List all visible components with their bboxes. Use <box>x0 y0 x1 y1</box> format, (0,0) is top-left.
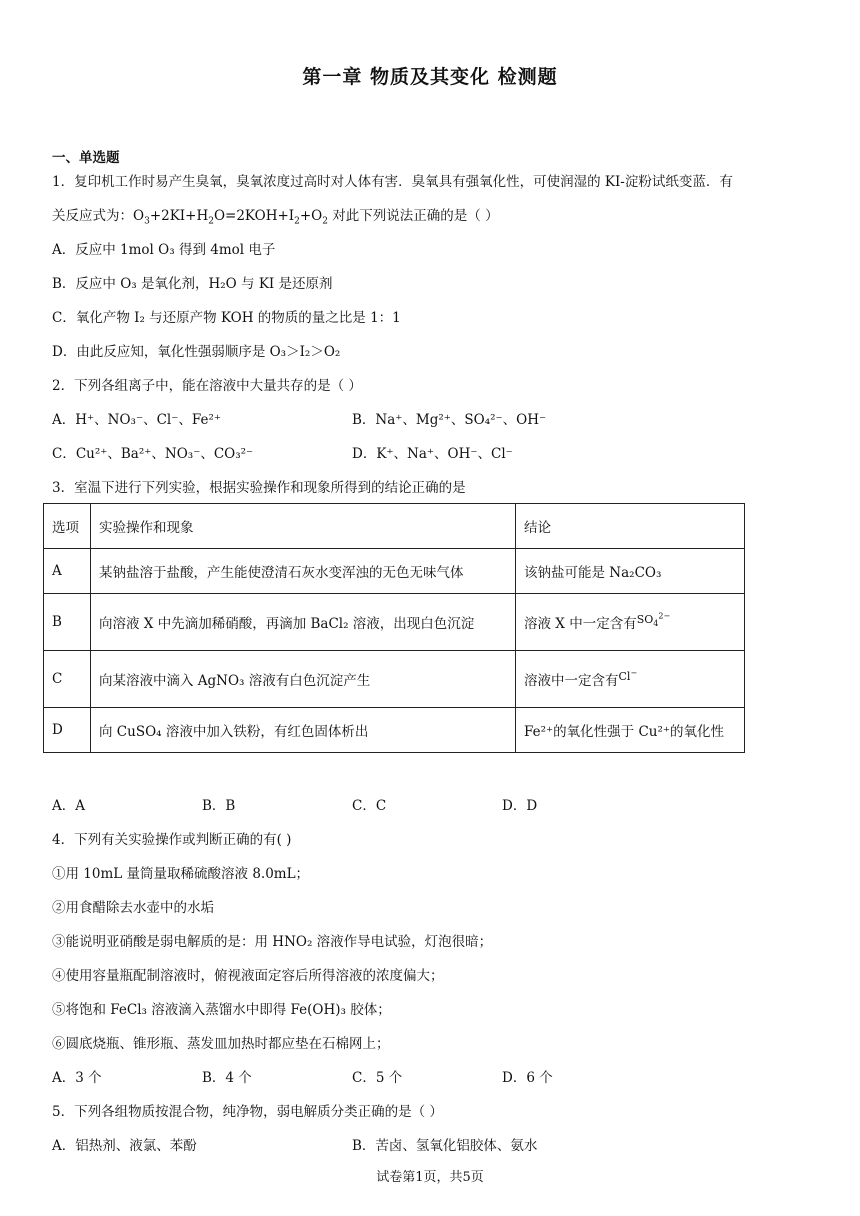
q4-item: ⑤将饱和 FeCl₃ 溶液滴入蒸馏水中即得 Fe(OH)₃ 胶体； <box>52 1002 391 1018</box>
table-header-cell: 选项 <box>44 504 91 549</box>
q1-option-a: A．反应中 1mol O₃ 得到 4mol 电子 <box>52 242 276 258</box>
q4-item: ③能说明亚硝酸是弱电解质的是：用 HNO₂ 溶液作导电试验，灯泡很暗； <box>52 934 493 950</box>
q3-option-c: C．C <box>352 798 387 814</box>
q3-option-b: B．B <box>202 798 236 814</box>
experiment-table <box>43 503 745 753</box>
table-header-cell: 结论 <box>516 504 745 549</box>
q4-item: ②用食醋除去水壶中的水垢 <box>52 900 214 916</box>
q2-option-d: D．K⁺、Na⁺、OH⁻、Cl⁻ <box>352 446 513 462</box>
q2-option-a: A．H⁺、NO₃⁻、Cl⁻、Fe²⁺ <box>52 412 221 428</box>
table-row <box>44 549 745 594</box>
table-cell-conclusion: 溶液 X 中一定含有$SO_4^{2-}$ <box>516 594 745 651</box>
table-row <box>44 651 745 708</box>
table-cell-operation: 向溶液 X 中先滴加稀硝酸，再滴加 BaCl₂ 溶液，出现白色沉淀 <box>91 594 516 651</box>
q4-item: ①用 10mL 量筒量取稀硫酸溶液 8.0mL； <box>52 866 310 882</box>
table-cell-option: B <box>44 594 91 651</box>
table-cell-conclusion: Fe²⁺的氧化性强于 Cu²⁺的氧化性 <box>516 708 745 753</box>
table-header-row <box>44 504 745 549</box>
table-cell-conclusion: 溶液中一定含有Cl− <box>516 651 745 708</box>
q5-option-b: B．苦卤、氢氧化铝胶体、氨水 <box>352 1138 538 1154</box>
table-cell-operation: 向某溶液中滴入 AgNO₃ 溶液有白色沉淀产生 <box>91 651 516 708</box>
table-cell-option: C <box>44 651 91 708</box>
q4-option-d: D．6 个 <box>502 1070 553 1086</box>
page-footer: 试卷第1页，共5页 <box>376 1170 484 1185</box>
table-cell-operation: 向 CuSO₄ 溶液中加入铁粉，有红色固体析出 <box>91 708 516 753</box>
table-row <box>44 708 745 753</box>
q5-stem: 5．下列各组物质按混合物，纯净物，弱电解质分类正确的是（ ） <box>52 1104 443 1120</box>
table-cell-conclusion: 该钠盐可能是 Na₂CO₃ <box>516 549 745 594</box>
table-header-cell: 实验操作和现象 <box>91 504 516 549</box>
q4-option-b: B．4 个 <box>202 1070 252 1086</box>
q4-stem: 4．下列有关实验操作或判断正确的有( ) <box>52 832 292 848</box>
q3-option-d: D．D <box>502 798 538 814</box>
q1-stem-line1: 1．复印机工作时易产生臭氧，臭氧浓度过高时对人体有害．臭氧具有强氧化性，可使润湿的 KI-淀粉试纸变蓝．有 <box>52 174 733 190</box>
table-row <box>44 594 745 651</box>
q4-option-c: C．5 个 <box>352 1070 403 1086</box>
chloride-ion-formula: Cl− <box>618 667 638 683</box>
q4-option-a: A．3 个 <box>52 1070 102 1086</box>
page-title: 第一章 物质及其变化 检测题 <box>302 66 558 88</box>
sulfate-ion-formula: $SO_4^{2-}$ <box>636 610 671 628</box>
q1-option-c: C．氧化产物 I₂ 与还原产物 KOH 的物质的量之比是 1：1 <box>52 310 401 326</box>
q3-option-a: A．A <box>52 798 85 814</box>
q1-option-b: B．反应中 O₃ 是氧化剂，H₂O 与 KI 是还原剂 <box>52 276 333 292</box>
q1-option-d: D．由此反应知，氧化性强弱顺序是 O₃＞I₂＞O₂ <box>52 344 341 360</box>
section-heading: 一、单选题 <box>52 150 120 166</box>
table-cell-operation: 某钠盐溶于盐酸，产生能使澄清石灰水变浑浊的无色无味气体 <box>91 549 516 594</box>
q3-stem: 3．室温下进行下列实验，根据实验操作和现象所得到的结论正确的是 <box>52 480 466 496</box>
q2-option-b: B．Na⁺、Mg²⁺、SO₄²⁻、OH⁻ <box>352 412 547 428</box>
q4-item: ⑥圆底烧瓶、锥形瓶、蒸发皿加热时都应垫在石棉网上； <box>52 1036 390 1052</box>
q4-item: ④使用容量瓶配制溶液时，俯视液面定容后所得溶液的浓度偏大； <box>52 968 444 984</box>
table-cell-option: D <box>44 708 91 753</box>
q2-option-c: C．Cu²⁺、Ba²⁺、NO₃⁻、CO₃²⁻ <box>52 446 254 462</box>
table-cell-option: A <box>44 549 91 594</box>
q5-option-a: A．铝热剂、液氯、苯酚 <box>52 1138 197 1154</box>
q2-stem: 2．下列各组离子中，能在溶液中大量共存的是（ ） <box>52 378 362 394</box>
q1-stem-line2: 关反应式为：$O_3+2KI+H_2O=2KOH+I_2+O_2$ 对此下列说法正确的是（ ） <box>52 208 499 227</box>
